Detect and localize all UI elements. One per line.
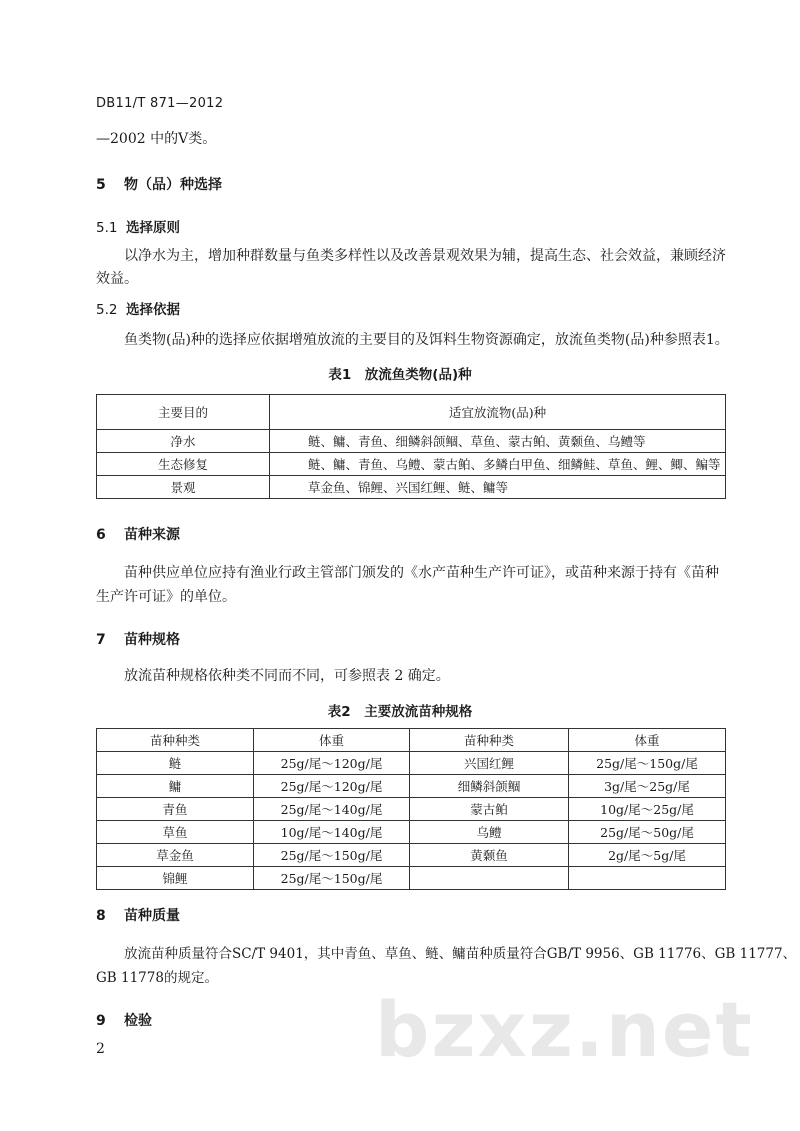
section-title: 检验 [124,1013,152,1029]
section-5-1-heading [96,216,180,236]
table-cell: 鳙 [97,775,254,798]
paragraph-6-line-2: 生产许可证》的单位。 [96,589,236,605]
paragraph-6-line-1: 苗种供应单位应持有渔业行政主管部门颁发的《水产苗种生产许可证》，或苗种来源于持有《苗种 [124,565,719,581]
section-6-heading [96,524,180,544]
table-header-cell: 适宜放流物(品)种 [270,395,726,430]
table-row [97,476,726,499]
table-cell: 鲢 [97,752,254,775]
section-number: 8 [96,908,106,924]
section-number: 5.2 [96,302,118,318]
section-number: 5 [96,177,106,193]
section-title: 选择依据 [126,302,180,318]
watermark: bzxz.net [375,985,754,1074]
paragraph-5-1-line-1: 以净水为主，增加种群数量与鱼类多样性以及改善景观效果为辅，提高生态、社会效益，兼顾经济 [124,248,726,264]
table-cell: 草金鱼 [97,844,254,867]
table-header-row [97,395,726,430]
page-number: 2 [96,1041,105,1057]
section-9-heading [96,1010,152,1030]
table-cell: 草鱼 [97,821,254,844]
table-row [97,752,726,775]
table-row [97,453,726,476]
table-header-cell: 体重 [254,729,410,752]
table-cell: 锦鲤 [97,867,254,890]
paragraph-5-1-line-2: 效益。 [96,271,138,287]
table-cell: 鲢、鳙、青鱼、乌鳢、蒙古鲌、多鳞白甲鱼、细鳞鲑、草鱼、鲤、鲫、鳊等 [270,453,726,476]
table-cell: 25g/尾～140g/尾 [254,798,410,821]
table-header-cell: 苗种种类 [410,729,569,752]
section-number: 5.1 [96,220,118,236]
table-cell: 25g/尾～150g/尾 [254,844,410,867]
section-title: 苗种规格 [124,632,180,648]
table-cell: 乌鳢 [410,821,569,844]
section-8-heading [96,905,180,925]
paragraph-8-line-2: GB 11778的规定。 [96,970,218,986]
paragraph-8-line-1: 放流苗种质量符合SC/T 9401，其中青鱼、草鱼、鲢、鳙苗种质量符合GB/T 9956、GB 11776、GB 11777、 [124,946,797,962]
table-cell [410,867,569,890]
section-number: 9 [96,1013,106,1029]
table-cell: 10g/尾～25g/尾 [569,798,726,821]
table-1 [96,394,726,499]
section-5-heading [96,174,222,194]
paragraph-5-2-line-1: 鱼类物(品)种的选择应依据增殖放流的主要目的及饵料生物资源确定，放流鱼类物(品)种参照表1。 [124,332,729,348]
table-cell: 25g/尾～150g/尾 [569,752,726,775]
section-number: 7 [96,632,106,648]
table-cell: 25g/尾～120g/尾 [254,775,410,798]
table-cell: 鲢、鳙、青鱼、细鳞斜颌鲴、草鱼、蒙古鲌、黄颡鱼、乌鳢等 [270,430,726,453]
table-cell: 25g/尾～50g/尾 [569,821,726,844]
paragraph-7-line-1: 放流苗种规格依种类不同而不同，可参照表 2 确定。 [124,668,450,684]
table-header-cell: 体重 [569,729,726,752]
table-header-cell: 苗种种类 [97,729,254,752]
table-cell [569,867,726,890]
section-7-heading [96,629,180,649]
table-cell: 25g/尾～150g/尾 [254,867,410,890]
table-cell: 生态修复 [97,453,270,476]
continuation-line: —2002 中的Ⅴ类。 [96,131,217,147]
table-row [97,844,726,867]
table-2-caption: 表2 主要放流苗种规格 [327,704,473,720]
table-cell: 兴国红鲤 [410,752,569,775]
table-cell: 细鳞斜颌鲴 [410,775,569,798]
table-row [97,775,726,798]
table-cell: 3g/尾～25g/尾 [569,775,726,798]
table-cell: 草金鱼、锦鲤、兴国红鲤、鲢、鳙等 [270,476,726,499]
table-cell: 25g/尾～120g/尾 [254,752,410,775]
table-header-row [97,729,726,752]
table-cell: 蒙古鲌 [410,798,569,821]
table-row [97,798,726,821]
table-1-caption: 表1 放流鱼类物(品)种 [328,367,472,383]
section-title: 选择原则 [126,220,180,236]
table-row [97,430,726,453]
section-5-2-heading [96,298,180,318]
document-id: DB11/T 871—2012 [96,96,224,111]
table-cell: 青鱼 [97,798,254,821]
table-cell: 2g/尾～5g/尾 [569,844,726,867]
table-cell: 景观 [97,476,270,499]
table-cell: 10g/尾～140g/尾 [254,821,410,844]
table-row [97,821,726,844]
section-title: 苗种来源 [124,527,180,543]
section-title: 苗种质量 [124,908,180,924]
table-row [97,867,726,890]
section-number: 6 [96,527,106,543]
table-cell: 黄颡鱼 [410,844,569,867]
table-cell: 净水 [97,430,270,453]
section-title: 物（品）种选择 [124,177,222,193]
table-2 [96,728,726,890]
table-header-cell: 主要目的 [97,395,270,430]
